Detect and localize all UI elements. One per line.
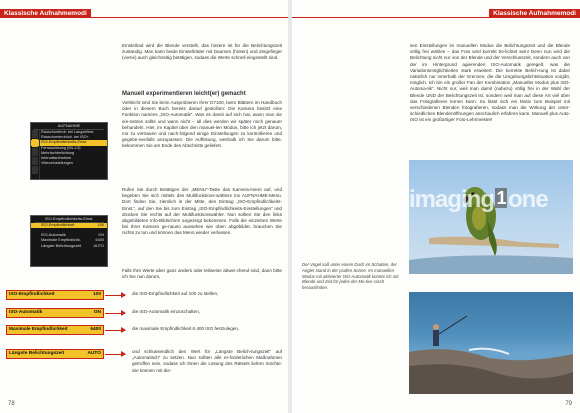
menu-tab — [32, 148, 38, 156]
menu-title: ISO-Empfindlichkeits-Einst. — [34, 216, 104, 223]
left-header-rule — [0, 17, 288, 18]
menu-row: Rauschunterdrück. bei ISO+ — [41, 135, 89, 140]
callout-iso-empfindlichkeit — [6, 290, 104, 300]
parrot-illustration — [409, 160, 573, 274]
camera-menu-screen-iso — [30, 215, 108, 267]
photo-caption: Der Vogel saß unter einem Dach im Schatten, der Angler stand in der prallen Sonne. Im manuellen Modus mit aktivierter ISO-Automatik konnte ich mit Blende und Zeit für jedes der Mo-tive rasch herausfinden. — [302, 262, 399, 291]
callout-label: Längste Belichtungszeit — [9, 351, 65, 356]
angler-body — [433, 330, 439, 346]
callout-text: die maximale Empfindlichkeit 6 400 ISO festzulegen, — [132, 326, 240, 331]
menu-tab-active — [32, 139, 38, 147]
right-body-paragraph: sen Einstellungen im manuellen Modus die Belichtungszeit und die Blende völlig frei wählen – das Foto wird korrekt be-lichtet sein! Denn nun wird die Belichtung nicht nur von der Blende und der Verschlusszeit, sondern auch von der im Hintergrund agierenden ISO-Automatik geregelt, was die Variationsmöglichkeiten stark erweitert. Die korrekte Belich-tung ist dabei natürlich nur innerhalb der Grenzen, die die Umgebungslichtsituation vorgibt, möglich. Ich bin ein großer Fan der Kombination „Manueller Modus plus ISO-Automa-tik“. Nicht nur, weil man damit (nahezu) völlig frei in der Wahl der Blende UND der Belichtungszeit ist, sondern weil man auf diese Art viel über das Fotografieren lernen kann. So lässt sich ein Motiv zum Beispiel mit verschiedenen Blenden fotografieren, sodass man die Wirkung der unter-schiedlichen Blendenöffnungen anschaulich erfahren kann. Manuell plus Auto-ISO ist ein großartiger Foto-Lehrmeister! — [410, 43, 570, 123]
menu-row-value: 6400 — [95, 238, 104, 243]
left-page — [0, 0, 288, 413]
menu-row-label: ISO-Automatik — [41, 233, 66, 238]
wave-foam — [469, 349, 509, 354]
body-paragraph-2: Rufen Sie durch Betätigen der „MENU“-Taste das Kamera-menü auf, und begeben Sie sich mittels des Multifunktions-wählers ins AUFNAHME-Menü. Dort finden Sie, ziemlich in der Mitte, den Eintrag „ISO-Empfindlichkeits-Einst.“, auf den Sie bis zum Eintrag „ISO-Empfindlichkeits-Einstellungen“ und drücken Sie rechts auf der Multifunktionswähler. Nun sollten Sie den links abgebildeten Info-Bildschirm angezeigt bekommen. Falls die einzelnen Werte bei Ihrer Kamera ge-nauso aussehen wie oben abgebildet, brauchen Sie nichts zu tun und können das Menü wieder verlassen. — [122, 187, 282, 236]
callout-label: Maximale Empfindlichkeit — [9, 327, 68, 332]
water-shape — [409, 255, 573, 274]
callout-laengste-belichtungszeit — [6, 349, 104, 359]
callout-value: 6400 — [90, 327, 101, 332]
callout-text: die ISO-Automatik einzuschalten, — [132, 309, 200, 314]
page-number-right: 79 — [565, 401, 572, 407]
arrow-icon — [105, 330, 125, 331]
menu-tab — [32, 130, 38, 138]
watermark-logo — [409, 186, 548, 214]
watermark-text-right: one — [508, 186, 548, 213]
menu-title: AUFNAHME — [34, 123, 104, 130]
menu-row: Mehrfachbelichtung — [41, 150, 75, 155]
menu-row — [31, 244, 107, 249]
angler-head — [433, 324, 439, 330]
menu-row: Videoeinstellungen — [41, 161, 74, 166]
section-heading: Manuell experimentieren leicht(er) gemacht — [122, 91, 246, 97]
arrow-icon — [105, 354, 125, 355]
watermark-mark: 1 — [496, 188, 506, 208]
menu-row: Fernauslösung (ML-L3) — [41, 145, 81, 150]
menu-row-label: ISO-Empfindlichkeit — [41, 223, 75, 227]
body-paragraph-4: und schlussendlich den Wert für „Längste Belich-tungszeit“ auf „Automatisch“ zu setzen. Nun sollten alle er-forderlichen Maßnahmen getroffen sein, sodass ich Ihnen die Lösung des Rätsels liefern möchte: Sie können mit die- — [132, 349, 282, 373]
callout-text: die ISO-Empfindlichkeit auf 100 zu stellen, — [132, 291, 219, 296]
page-number-left: 78 — [8, 401, 15, 407]
callout-iso-automatik — [6, 308, 104, 318]
angler-illustration — [409, 292, 573, 394]
body-paragraph-3: Falls Ihre Werte aber ganz anders oder teilweise abwei-chend sind, dann bitte ich Sie nun darum, — [122, 268, 282, 280]
menu-row-selected: ISO-Empfindlichkeits-Einst. — [31, 140, 107, 145]
body-paragraph-1: Vielleicht sind Sie beim Ausprobieren Ihrer D7100, beim Blättern im Handbuch oder in diesem Buch bereits darauf gestoßen: Die Kamera besitzt eine Funktion namens „ISO-Automatik“. Was es damit auf sich hat, wann man sie ein-setzen sollte und wann nicht – all dies werden wir später noch genauer behandeln. Hier, im Kapitel über den manuel-len Modus, bitte ich jetzt darum, mir zu vertrauen und nach-folgend einige Einstellungen zu kontrollieren und gegebe-nenfalls anzupassen. Die Auflösung, weshalb ich Sie darum bitte, bekommen Sie am Ende des Abschnitts geliefert. — [122, 100, 282, 149]
watermark-text-left: imaging — [409, 186, 495, 213]
camera-menu-screen-aufnahme — [30, 122, 108, 180]
menu-tabs — [31, 129, 40, 179]
arrow-icon — [105, 295, 125, 296]
callout-label: ISO-Automatik — [9, 310, 43, 315]
left-header: Klassische Aufnahmemodi — [0, 9, 91, 18]
arrow-icon — [105, 313, 125, 314]
menu-tab — [32, 157, 38, 165]
menu-row: Rauschunterdr. bei Langzeitbel. — [41, 130, 95, 134]
callout-value: ON — [93, 310, 101, 315]
callout-maximale-empfindlichkeit — [6, 325, 104, 335]
callout-label: ISO-Empfindlichkeit — [9, 292, 55, 297]
callout-value: AUTO — [87, 351, 101, 356]
callout-value: 100 — [92, 292, 101, 297]
photo-angler — [409, 292, 573, 394]
right-header: Klassische Aufnahmemodi — [489, 9, 580, 18]
menu-row-value: 100 — [97, 223, 104, 227]
menu-row-label: Maximale Empfindlichk. — [41, 238, 81, 243]
menu-row-selected — [31, 223, 107, 228]
menu-row-label: Längste Belichtungszeit — [41, 243, 82, 248]
menu-row-value: ON — [98, 233, 104, 238]
intro-text: Einstellrad wird die Blende verstellt, das hintere ist für die Belichtungszeit zuständig. Man kann beide Einstellräder mit Daumen (hinten) und Zeigefinger (vorne) auch gleichzeitig betätigen, sodass die Werte schnell eingestellt sind. — [122, 43, 282, 61]
right-header-rule — [292, 17, 580, 18]
fishing-rod — [439, 316, 467, 334]
menu-row-value: AUTO — [93, 243, 104, 248]
menu-tab — [32, 166, 38, 174]
photo-parrot — [409, 160, 573, 274]
menu-row: Intervallaufnahme — [41, 156, 72, 161]
